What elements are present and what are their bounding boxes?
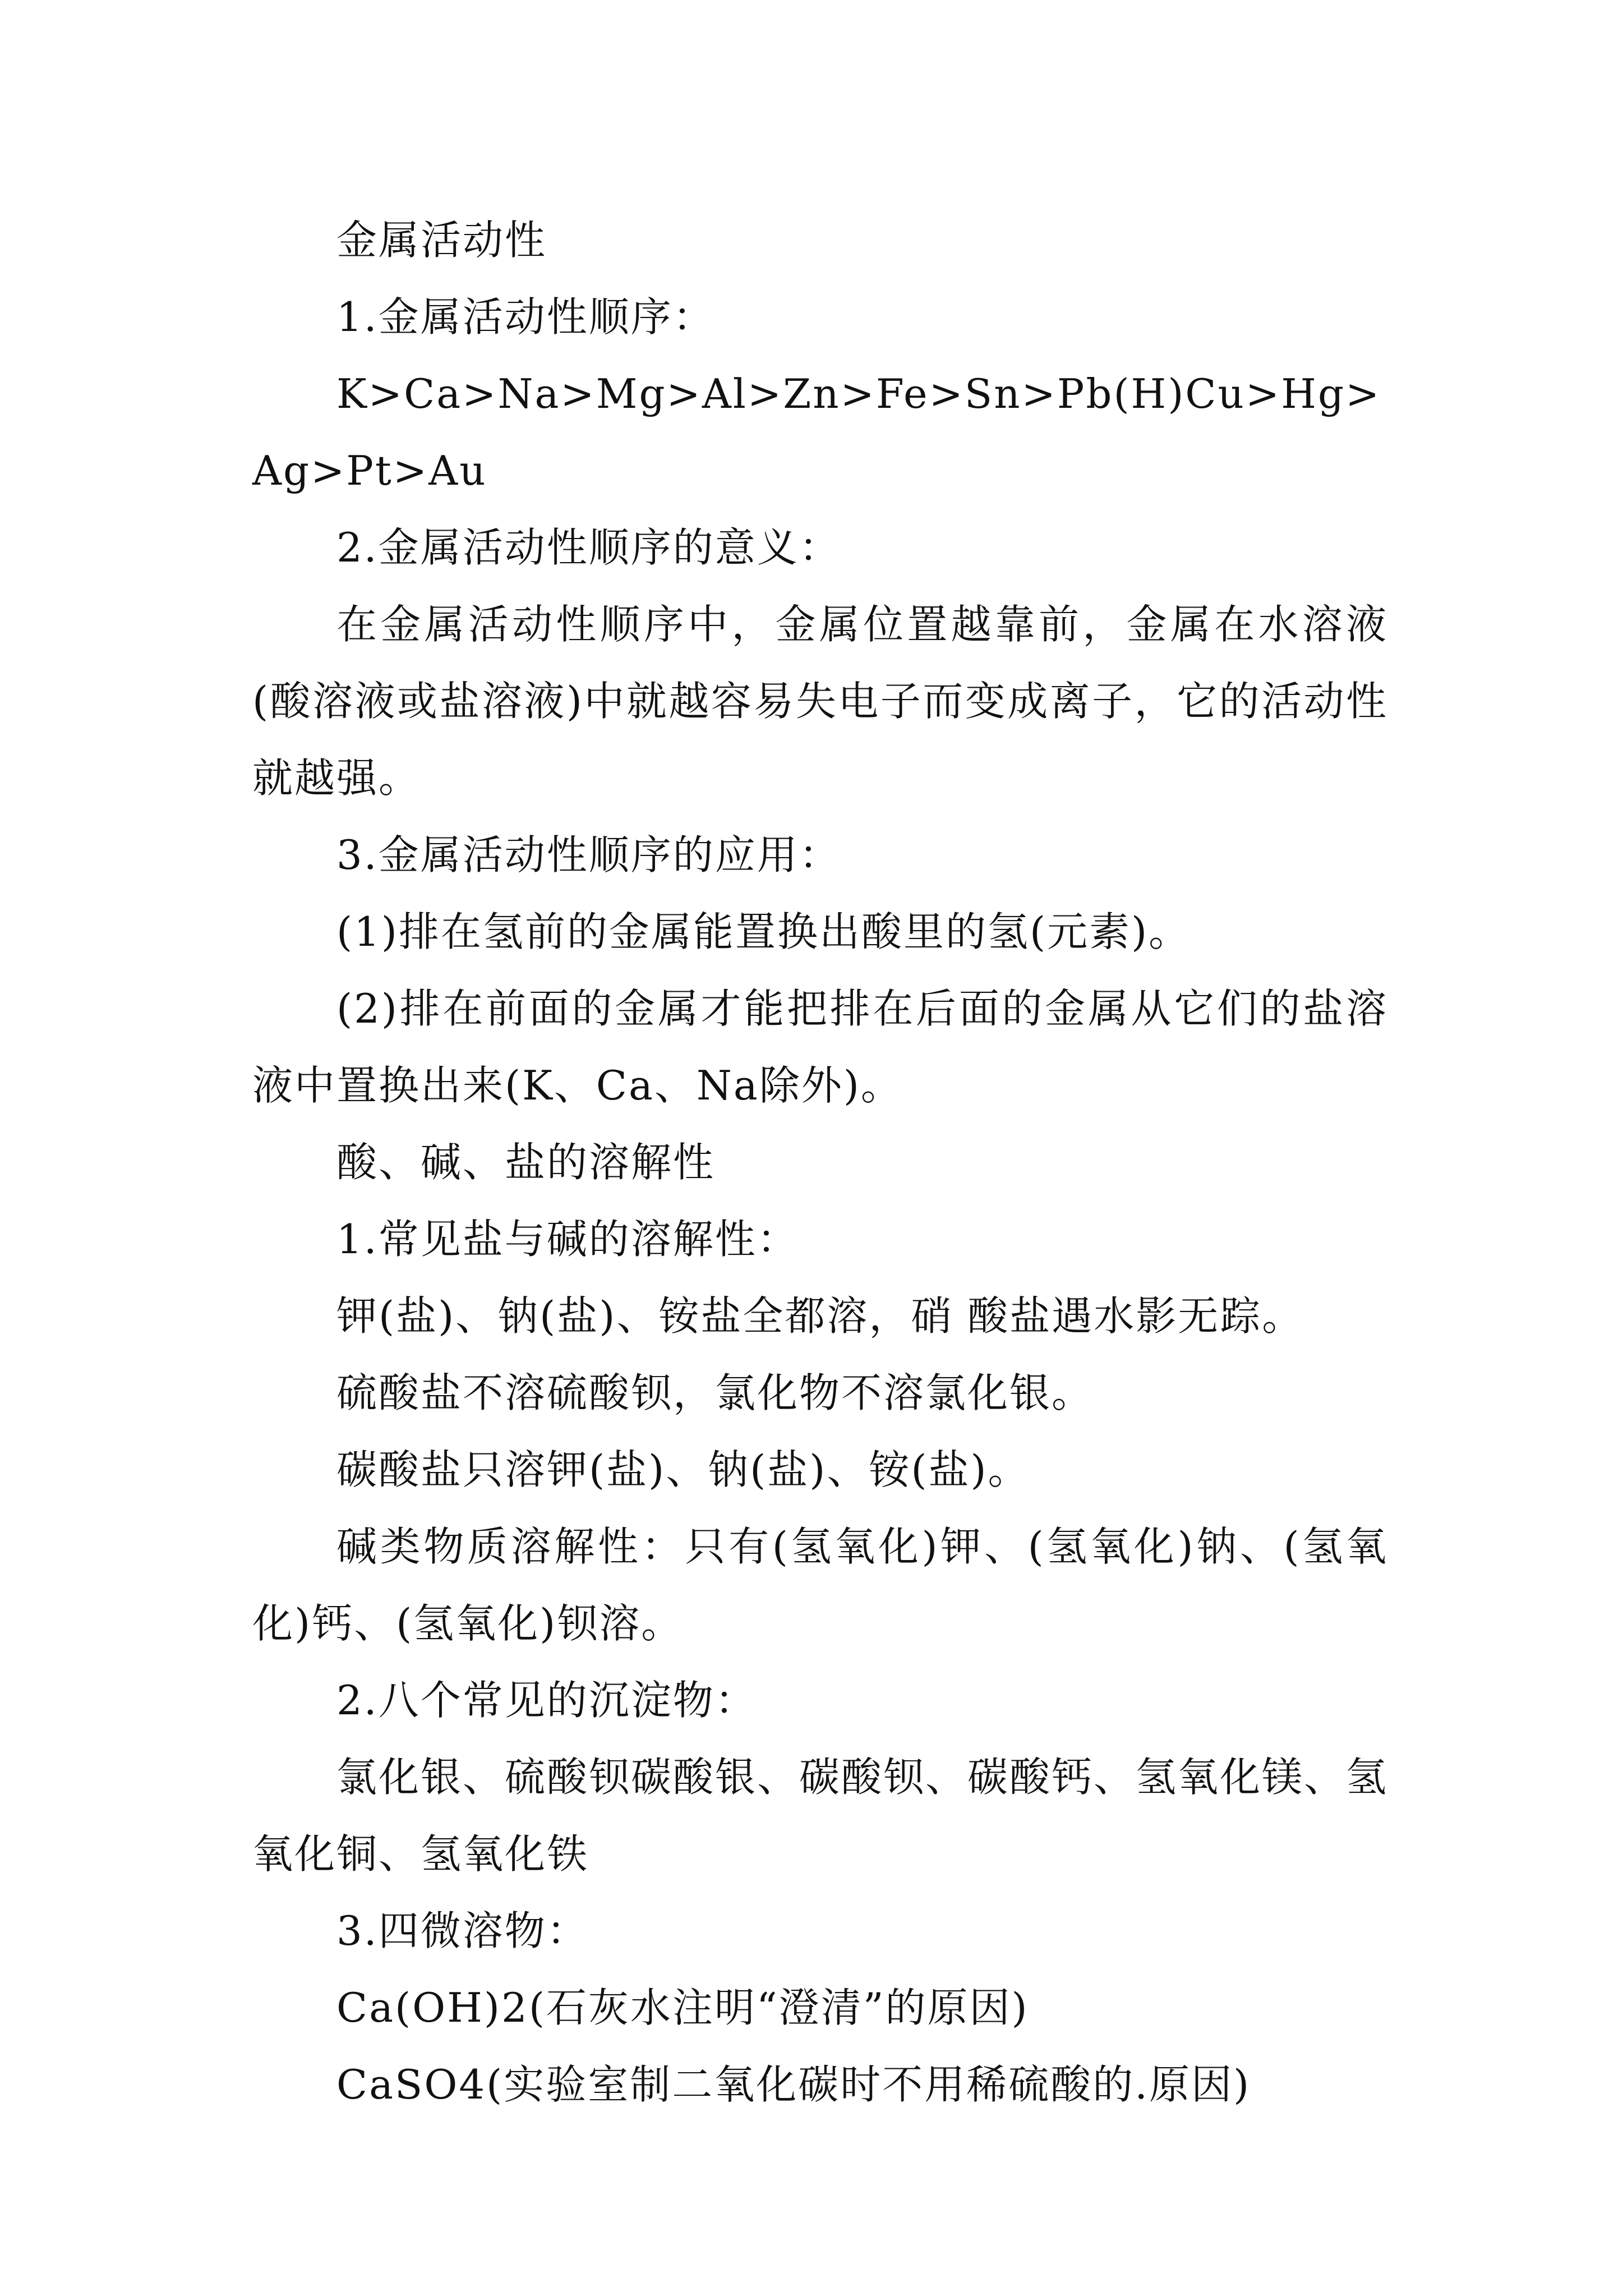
item-heading: 1.金属活动性顺序： bbox=[336, 293, 715, 341]
item-heading: 2.八个常见的沉淀物： bbox=[336, 1677, 757, 1724]
body-paragraph: CaSO4(实验室制二氧化碳时不用稀硫酸的.原因) bbox=[336, 2061, 1251, 2108]
body-paragraph: 碱类物质溶解性：只有(氢氧化)钾、(氢氧化)钠、(氢氧化)钙、(氢氧化)钡溶。 bbox=[252, 1523, 1388, 1647]
body-paragraph: (1)排在氢前的金属能置换出酸里的氢(元素)。 bbox=[336, 908, 1191, 955]
body-paragraph: 在金属活动性顺序中，金属位置越靠前，金属在水溶液(酸溶液或盐溶液)中就越容易失电子而变成离子，它的活动性就越强。 bbox=[252, 601, 1388, 802]
section-heading-metal-activity: 金属活动性 bbox=[336, 217, 547, 264]
item-heading: 2.金属活动性顺序的意义： bbox=[336, 524, 841, 571]
body-paragraph: 硫酸盐不溶硫酸钡，氯化物不溶氯化银。 bbox=[336, 1369, 1094, 1416]
document-body bbox=[252, 202, 1388, 2123]
item-heading: 1.常见盐与碱的溶解性： bbox=[336, 1216, 799, 1263]
item-heading: 3.四微溶物： bbox=[336, 1907, 589, 1954]
body-paragraph: 碳酸盐只溶钾(盐)、钠(盐)、铵(盐)。 bbox=[336, 1446, 1030, 1493]
item-heading: 3.金属活动性顺序的应用： bbox=[336, 831, 841, 878]
section-heading-solubility: 酸、碱、盐的溶解性 bbox=[336, 1139, 716, 1186]
body-paragraph: Ca(OH)2(石灰水注明“澄清”的原因) bbox=[336, 1984, 1029, 2031]
body-paragraph: 氯化银、硫酸钡碳酸银、碳酸钡、碳酸钙、氢氧化镁、氢氧化铜、氢氧化铁 bbox=[252, 1754, 1389, 1878]
activity-series: K>Ca>Na>Mg>Al>Zn>Fe>Sn>Pb(H)Cu>Hg>Ag>Pt>Au bbox=[252, 370, 1381, 494]
body-paragraph: 钾(盐)、钠(盐)、铵盐全都溶，硝 酸盐遇水影无踪。 bbox=[336, 1292, 1304, 1340]
body-paragraph: (2)排在前面的金属才能把排在后面的金属从它们的盐溶液中置换出来(K、Ca、Na除外)。 bbox=[252, 985, 1388, 1109]
